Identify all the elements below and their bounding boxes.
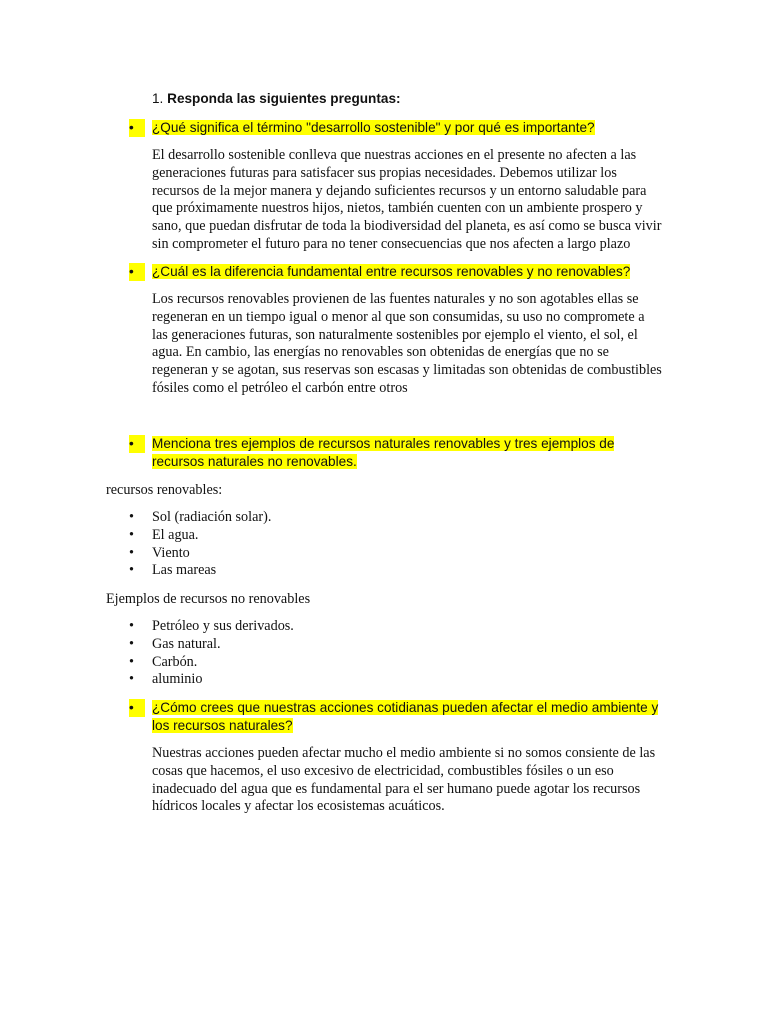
list-bullet-icon: • bbox=[129, 635, 134, 652]
list-bullet-icon: • bbox=[129, 562, 134, 579]
renewables-list bbox=[129, 509, 271, 580]
question-2 bbox=[129, 263, 669, 281]
list-bullet-icon: • bbox=[129, 544, 134, 561]
bullet-icon: • bbox=[129, 263, 145, 281]
list-item: • Viento bbox=[129, 544, 190, 561]
list-item: • Sol (radiación solar). bbox=[129, 509, 272, 525]
list-bullet-icon: • bbox=[129, 671, 134, 688]
question-1-text: ¿Qué significa el término "desarrollo sostenible" y por qué es importante? bbox=[152, 120, 595, 135]
question-4-text: ¿Cómo crees que nuestras acciones cotidianas pueden afectar el medio ambiente y los recursos naturales? bbox=[152, 700, 659, 733]
list-bullet-icon: • bbox=[129, 509, 134, 525]
list-item: • aluminio bbox=[129, 671, 203, 688]
list-bullet-icon: • bbox=[129, 653, 134, 670]
bullet-icon: • bbox=[129, 699, 145, 717]
list-bullet-icon: • bbox=[129, 526, 134, 543]
nonrenewables-label: Ejemplos de recursos no renovables bbox=[106, 591, 311, 607]
bullet-icon: • bbox=[129, 119, 145, 137]
answer-1: El desarrollo sostenible conlleva que nuestras acciones en el presente no afecten a las generaciones futuras para satisfacer sus propias necesidades. Debemos utilizar los recursos de la mejor manera y dejando suficientes recursos y un entorno saludable para que próximamente nuestros hijos, nietos, también cuenten con un ambiente prospero y sano, que puedan disfrutar de toda la biodiversidad del planeta, es así como se busca vivir sin comprometer el futuro para no tener consecuencias que nos afecten a largo plazo bbox=[152, 147, 662, 252]
list-item: • Las mareas bbox=[129, 562, 217, 579]
question-3-text: Menciona tres ejemplos de recursos naturales renovables y tres ejemplos de recursos naturales no renovables. bbox=[152, 436, 615, 469]
heading-colon: : bbox=[396, 91, 401, 106]
list-item: • Carbón. bbox=[129, 653, 198, 670]
question-2-text: ¿Cuál es la diferencia fundamental entre recursos renovables y no renovables? bbox=[152, 264, 631, 279]
heading-title: Responda las siguientes preguntas bbox=[167, 91, 397, 106]
section-heading bbox=[152, 91, 401, 106]
answer-4: Nuestras acciones pueden afectar mucho el medio ambiente si no somos consiente de las cosas que hacemos, el uso excesivo de electricidad, combustibles fósiles o un eso inadecuado del agua que es fundamental para el ser humano puede agotar los recursos hídricos locales y afectar los ecosistemas acuáticos. bbox=[152, 745, 656, 815]
heading-number: 1. bbox=[152, 91, 164, 106]
list-bullet-icon: • bbox=[129, 618, 134, 634]
question-1 bbox=[129, 119, 669, 137]
nonrenewables-list bbox=[129, 618, 294, 689]
question-3 bbox=[129, 435, 649, 471]
bullet-icon: • bbox=[129, 435, 145, 453]
answer-2: Los recursos renovables provienen de las fuentes naturales y no son agotables ellas se regeneran en un tiempo igual o menor al que son consumidas, su uso no compromete a las generaciones futuras, son naturalmente sostenibles por ejemplo el viento, el sol, el agua. En cambio, las energías no renovables son obtenidas de energías que no se regeneran y se agotan, sus reservas son escasas y limitadas son obtenidas de combustibles fósiles como el petróleo el carbón entre otros bbox=[152, 291, 662, 396]
question-4 bbox=[129, 699, 669, 735]
list-item: • Gas natural. bbox=[129, 635, 221, 652]
renewables-label: recursos renovables: bbox=[106, 482, 223, 498]
list-item: • Petróleo y sus derivados. bbox=[129, 618, 294, 634]
list-item: • El agua. bbox=[129, 526, 199, 543]
